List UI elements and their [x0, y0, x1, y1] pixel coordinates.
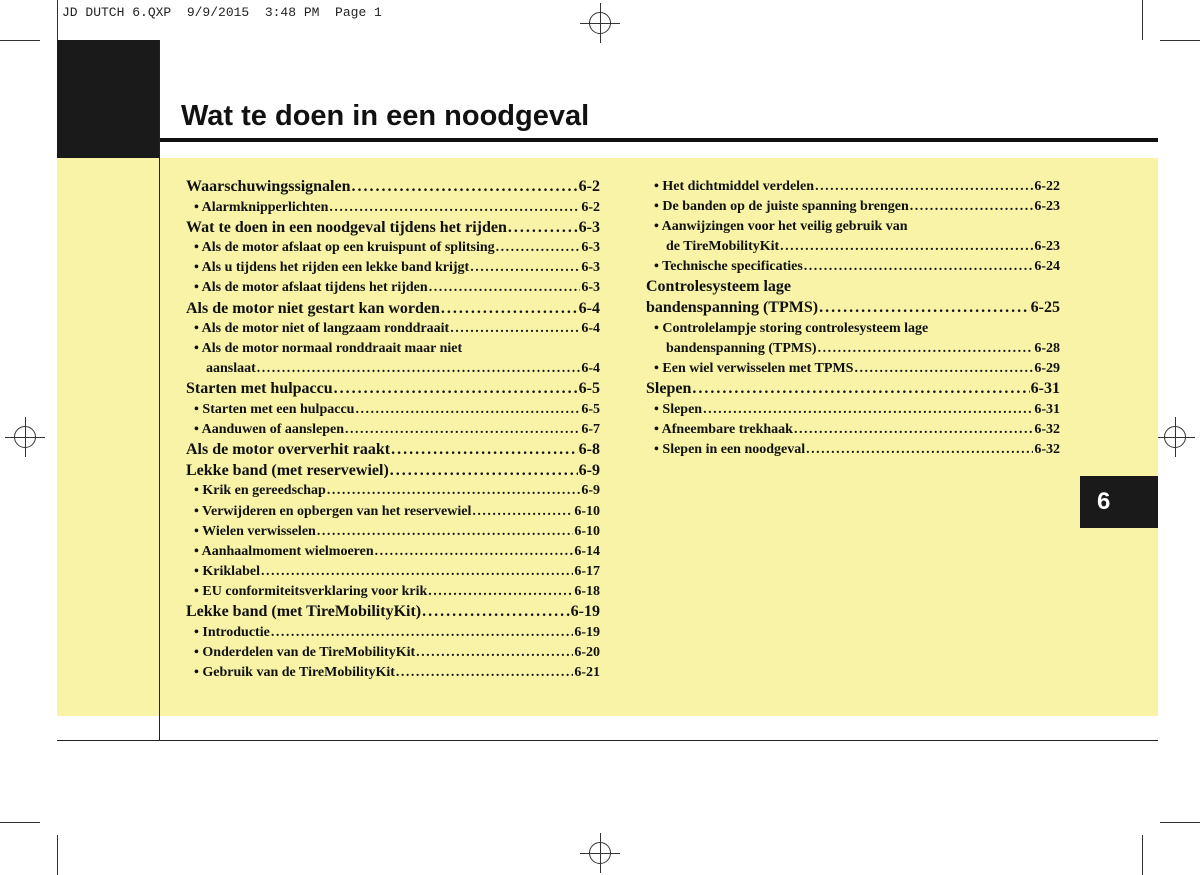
toc-entry[interactable] — [186, 359, 600, 379]
toc-entry-title: Als de motor niet gestart kan worden — [186, 299, 440, 317]
toc-entry-title: • Technische specificaties — [654, 259, 803, 275]
toc-column-left — [186, 177, 600, 683]
toc-entry[interactable] — [646, 359, 1060, 379]
toc-entry-page: 6-2 — [578, 178, 600, 195]
toc-entry[interactable] — [646, 237, 1060, 257]
toc-leader-dots — [806, 440, 1033, 460]
toc-entry-title: • EU conformiteitsverklaring voor krik — [194, 583, 428, 599]
title-rule — [160, 138, 1158, 142]
toc-entry[interactable] — [646, 420, 1060, 440]
chapter-tab — [1080, 476, 1158, 528]
toc-entry-page: 6-7 — [581, 422, 600, 438]
toc-leader-dots — [391, 440, 578, 461]
toc-entry-title: • Het dichtmiddel verdelen — [654, 179, 815, 194]
toc-leader-dots — [854, 359, 1033, 379]
toc-leader-dots — [317, 522, 574, 542]
toc-leader-dots — [804, 257, 1034, 277]
toc-entry-title: bandenspanning (TPMS) — [666, 340, 817, 356]
toc-leader-dots — [375, 542, 574, 562]
toc-entry[interactable] — [186, 663, 600, 683]
toc-entry[interactable] — [646, 440, 1060, 460]
toc-entry[interactable] — [186, 339, 600, 359]
toc-entry[interactable] — [186, 440, 600, 461]
toc-leader-dots — [271, 623, 574, 643]
toc-entry-page: 6-21 — [574, 664, 600, 680]
toc-leader-dots — [692, 379, 1029, 400]
toc-entry[interactable] — [646, 379, 1060, 400]
toc-entry-title: Lekke band (met reservewiel) — [186, 461, 389, 479]
crop-mark — [1142, 0, 1143, 40]
toc-entry[interactable] — [186, 522, 600, 542]
toc-leader-dots — [422, 602, 570, 623]
toc-leader-dots — [496, 238, 581, 258]
toc-entry[interactable] — [186, 420, 600, 440]
toc-entry-title: • Controlelampje storing controlesysteem lage — [654, 320, 929, 336]
toc-entry[interactable] — [646, 197, 1060, 217]
toc-entry[interactable] — [646, 339, 1060, 359]
crop-mark — [0, 40, 40, 41]
crop-mark — [0, 822, 40, 823]
toc-leader-dots — [508, 218, 578, 239]
toc-entry[interactable] — [186, 400, 600, 420]
toc-entry[interactable] — [186, 238, 600, 258]
toc-entry-title: Controlesysteem lage — [646, 278, 791, 296]
toc-leader-dots — [416, 643, 573, 663]
toc-entry-page: 6-25 — [1030, 299, 1060, 317]
toc-leader-dots — [818, 339, 1034, 359]
toc-leader-dots — [910, 197, 1034, 217]
toc-entry-title: • Als de motor normaal ronddraait maar niet — [194, 341, 463, 357]
toc-leader-dots — [794, 420, 1033, 440]
toc-entry-title: • Als de motor afslaat op een kruispunt of splitsing — [194, 240, 495, 256]
toc-entry-page: 6-4 — [581, 321, 600, 337]
toc-entry[interactable] — [646, 298, 1060, 319]
toc-entry-page: 6-4 — [581, 361, 600, 377]
toc-entry[interactable] — [646, 217, 1060, 237]
toc-entry[interactable] — [186, 177, 600, 198]
toc-entry-title: • Slepen — [654, 401, 703, 417]
toc-entry[interactable] — [186, 562, 600, 582]
toc-entry[interactable] — [186, 481, 600, 501]
toc-entry-title: Als de motor oververhit raakt — [186, 441, 391, 459]
toc-entry[interactable] — [186, 278, 600, 298]
toc-entry-title: • Introductie — [194, 624, 270, 640]
toc-entry[interactable] — [186, 461, 600, 482]
toc-entry-page: 6-32 — [1034, 421, 1060, 437]
toc-entry[interactable] — [186, 542, 600, 562]
toc-leader-dots — [780, 237, 1033, 257]
toc-entry-title: • Als de motor niet of langzaam ronddraait — [194, 321, 450, 337]
toc-leader-dots — [429, 278, 581, 298]
toc-entry-title: • Afneembare trekhaak — [654, 421, 793, 437]
toc-entry-title: • De banden op de juiste spanning brengen — [654, 199, 909, 215]
toc-leader-dots — [351, 177, 577, 198]
toc-leader-dots — [470, 258, 580, 278]
crop-mark — [1142, 835, 1143, 875]
toc-entry-page: 6-22 — [1034, 179, 1060, 194]
toc-entry[interactable] — [186, 218, 600, 239]
toc-entry-page: 6-19 — [570, 602, 600, 620]
toc-leader-dots — [472, 502, 573, 522]
toc-leader-dots — [329, 198, 580, 218]
toc-entry-page: 6-23 — [1034, 239, 1060, 255]
toc-entry-title: • Krik en gereedschap — [194, 483, 326, 499]
toc-leader-dots — [390, 461, 578, 482]
toc-leader-dots — [327, 481, 581, 501]
toc-entry-page: 6-5 — [581, 402, 600, 418]
page-title: Wat te doen in een noodgeval — [181, 100, 590, 132]
print-slug: JD DUTCH 6.QXP 9/9/2015 3:48 PM Page 1 — [62, 5, 382, 20]
crop-mark — [57, 0, 58, 40]
toc-entry[interactable] — [186, 602, 600, 623]
toc-entry-title: • Gebruik van de TireMobilityKit — [194, 664, 395, 680]
toc-entry-title: • Kriklabel — [194, 563, 260, 579]
toc-entry[interactable] — [646, 257, 1060, 277]
toc-entry-title: • Aanduwen of aanslepen — [194, 422, 344, 438]
toc-entry[interactable] — [186, 198, 600, 218]
toc-entry[interactable] — [186, 643, 600, 663]
header-black-tab — [57, 40, 160, 158]
toc-leader-dots — [334, 379, 578, 400]
toc-column-right — [646, 177, 1060, 460]
crop-mark — [1160, 822, 1200, 823]
toc-entry-page: 6-4 — [578, 299, 600, 317]
toc-entry[interactable] — [646, 177, 1060, 197]
toc-entry[interactable] — [646, 319, 1060, 339]
toc-entry-page: 6-9 — [578, 461, 600, 479]
toc-entry-title: • Als u tijdens het rijden een lekke band krijgt — [194, 260, 470, 276]
toc-entry-title: • Slepen in een noodgeval — [654, 441, 806, 457]
toc-entry-title: Waarschuwingssignalen — [186, 178, 351, 195]
toc-entry[interactable] — [186, 379, 600, 400]
toc-entry-page: 6-24 — [1034, 259, 1060, 275]
toc-entry-title: • Starten met een hulpaccu — [194, 402, 355, 418]
left-margin-rule — [159, 40, 160, 740]
toc-entry-page: 6-31 — [1034, 401, 1060, 417]
toc-entry-title: de TireMobilityKit — [666, 239, 780, 255]
toc-entry-page: 6-3 — [578, 218, 600, 236]
toc-leader-dots — [441, 299, 578, 320]
registration-mark-icon — [14, 426, 36, 448]
registration-mark-icon — [1164, 426, 1186, 448]
toc-entry-title: • Verwijderen en opbergen van het reservewiel — [194, 503, 472, 519]
toc-entry-title: • Aanwijzingen voor het veilig gebruik van — [654, 219, 908, 235]
toc-entry-title: Wat te doen in een noodgeval tijdens het rijden — [186, 218, 507, 236]
toc-entry-title: bandenspanning (TPMS) — [646, 299, 819, 317]
toc-leader-dots — [345, 420, 580, 440]
toc-entry-page: 6-32 — [1034, 441, 1060, 457]
toc-entry[interactable] — [186, 502, 600, 522]
toc-entry[interactable] — [646, 400, 1060, 420]
toc-entry-title: Starten met hulpaccu — [186, 380, 333, 398]
toc-entry[interactable] — [646, 277, 1060, 298]
toc-entry-page: 6-19 — [574, 624, 600, 640]
toc-entry-page: 6-9 — [581, 483, 600, 499]
crop-mark — [1160, 40, 1200, 41]
toc-entry-page: 6-23 — [1034, 199, 1060, 215]
registration-mark-icon — [589, 12, 611, 34]
toc-entry-page: 6-3 — [581, 280, 600, 296]
toc-entry-title: • Een wiel verwisselen met TPMS — [654, 360, 854, 376]
toc-leader-dots — [428, 582, 573, 602]
toc-entry-title: aanslaat — [206, 361, 256, 377]
toc-entry-title: • Aanhaalmoment wielmoeren — [194, 543, 374, 559]
toc-leader-dots — [257, 359, 581, 379]
toc-leader-dots — [450, 319, 580, 339]
toc-entry-page: 6-10 — [574, 523, 600, 539]
toc-entry-title: Lekke band (met TireMobilityKit) — [186, 602, 422, 620]
registration-mark-icon — [589, 842, 611, 864]
toc-entry[interactable] — [186, 258, 600, 278]
toc-entry-page: 6-5 — [578, 380, 600, 398]
toc-entry-page: 6-14 — [574, 543, 600, 559]
toc-leader-dots — [815, 177, 1033, 197]
toc-entry[interactable] — [186, 319, 600, 339]
toc-entry-page: 6-3 — [581, 240, 600, 256]
toc-entry-page: 6-31 — [1030, 379, 1060, 397]
toc-entry-title: • Alarmknipperlichten — [194, 199, 329, 215]
toc-entry-page: 6-17 — [574, 563, 600, 579]
toc-leader-dots — [396, 663, 573, 683]
toc-entry-page: 6-18 — [574, 583, 600, 599]
toc-entry-page: 6-3 — [581, 260, 600, 276]
toc-entry-page: 6-2 — [581, 199, 600, 215]
toc-leader-dots — [355, 400, 580, 420]
toc-entry-title: Slepen — [646, 379, 692, 397]
toc-entry-page: 6-29 — [1034, 360, 1060, 376]
toc-entry-page: 6-28 — [1034, 340, 1060, 356]
toc-entry-page: 6-10 — [574, 503, 600, 519]
toc-entry-title: • Als de motor afslaat tijdens het rijden — [194, 280, 428, 296]
toc-entry[interactable] — [186, 299, 600, 320]
crop-mark — [57, 835, 58, 875]
toc-leader-dots — [819, 298, 1030, 319]
chapter-number: 6 — [1097, 488, 1111, 515]
toc-entry[interactable] — [186, 582, 600, 602]
bottom-rule — [57, 740, 1158, 741]
toc-leader-dots — [703, 400, 1033, 420]
toc-entry-title: • Wielen verwisselen — [194, 523, 316, 539]
toc-entry-page: 6-20 — [574, 644, 600, 660]
toc-entry-page: 6-8 — [578, 441, 600, 459]
toc-leader-dots — [261, 562, 573, 582]
toc-entry[interactable] — [186, 623, 600, 643]
toc-entry-title: • Onderdelen van de TireMobilityKit — [194, 644, 416, 660]
